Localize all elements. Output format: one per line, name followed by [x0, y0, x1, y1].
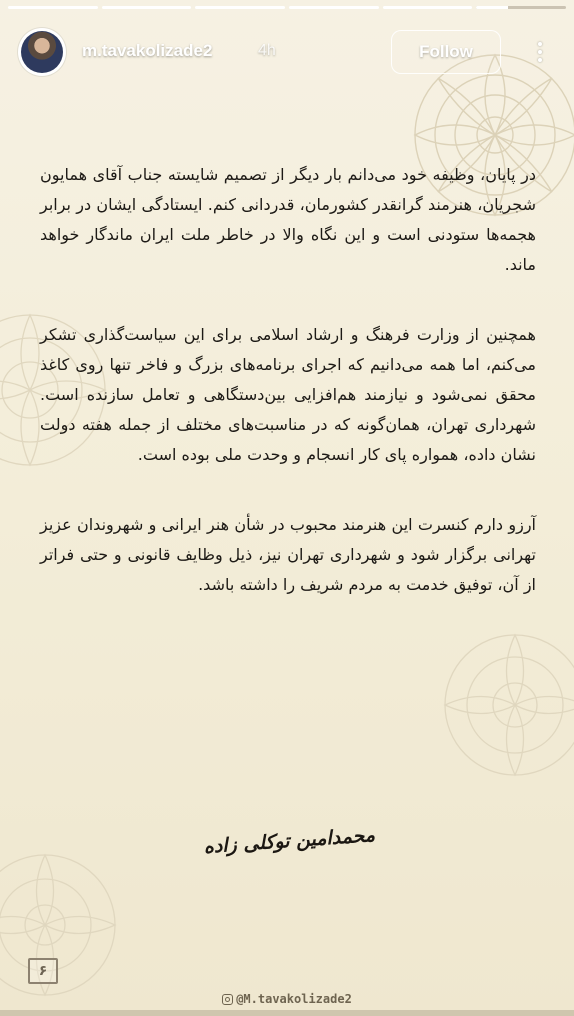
page-number-badge: ۶ [28, 958, 58, 984]
watermark-handle [0, 992, 574, 1006]
more-dot [538, 42, 542, 46]
signature: محمدامین توکلی زاده [203, 824, 376, 858]
progress-segment-fill [102, 6, 192, 9]
paragraph-3: آرزو دارم کنسرت این هنرمند محبوب در شأن هنر ایرانی و شهروندان عزیز تهرانی برگزار شود و شهرداری تهران نیز، ذیل وظایف قانونی و حتی فراتر از آن، توفیق خدمت به مردم شریف را داشته باشد. [40, 515, 536, 594]
progress-segment-1 [8, 6, 98, 9]
progress-segment-fill [476, 6, 507, 9]
follow-button[interactable]: Follow [391, 30, 501, 74]
more-vertical-icon[interactable] [530, 36, 550, 68]
more-dot [538, 50, 542, 54]
ornament-bottom-left [0, 840, 130, 1010]
instagram-icon [222, 994, 233, 1005]
progress-segment-fill [195, 6, 285, 9]
progress-segment-5 [383, 6, 473, 9]
progress-segment-3 [195, 6, 285, 9]
story-progress-bar [8, 6, 566, 9]
progress-segment-fill [383, 6, 473, 9]
progress-segment-2 [102, 6, 192, 9]
paragraph-1: در پایان، وظیفه خود می‌دانم بار دیگر از تصمیم شایسته جناب آقای همایون شجریان، هنرمند گرانقدر کشورمان، قدردانی کنم. ایستادگی ایشان در برابر هجمه‌ها ستودنی است و این نگاه والا در خاطر ملت ایران ماندگار خواهد ماند. [40, 165, 536, 274]
story-text [40, 160, 536, 640]
progress-segment-4 [289, 6, 379, 9]
progress-segment-fill [8, 6, 98, 9]
progress-segment-fill [289, 6, 379, 9]
progress-segment-6 [476, 6, 566, 9]
avatar[interactable] [18, 28, 66, 76]
paragraph-2: همچنین از وزارت فرهنگ و ارشاد اسلامی برای این سیاست‌گذاری تشکر می‌کنم، اما همه می‌دانیم که اجرای برنامه‌های بزرگ و فاخر تنها روی کاغذ محقق نمی‌شود و نیازمند هم‌افزایی بین‌دستگاهی و تعامل سازنده است. شهرداری تهران، همان‌گونه که در مناسبت‌های مختلف از جمله هفته دولت نشان داده، همواره پای کار انسجام و وحدت ملی بوده است. [40, 325, 536, 464]
handle-text: @M.tavakolizade2 [236, 992, 352, 1006]
avatar-image [21, 31, 63, 73]
more-dot [538, 58, 542, 62]
username[interactable]: m.tavakolizade2 [82, 41, 213, 60]
ornament-bottom-right [430, 620, 574, 790]
bottom-bar [0, 1010, 574, 1016]
post-time: 4h [258, 42, 276, 59]
story-header [0, 22, 574, 82]
